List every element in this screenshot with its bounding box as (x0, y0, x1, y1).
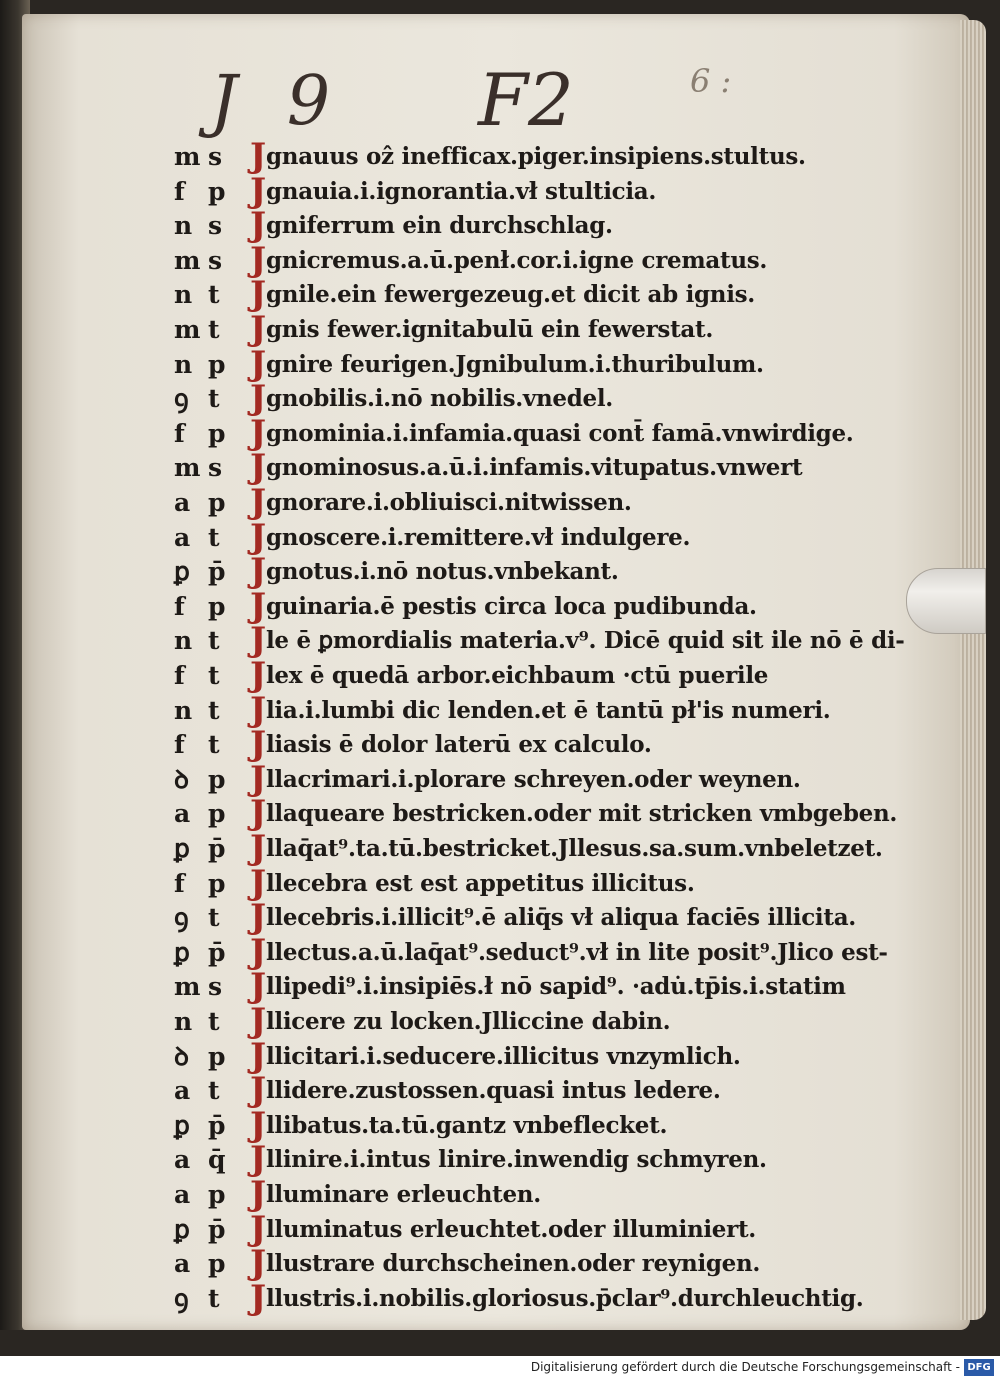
rubricated-initial: J (250, 1174, 267, 1214)
margin-gloss-1: n (174, 626, 193, 656)
entry-text: gnire feurigen.Jgnibulum.i.thuribulum. (266, 350, 764, 378)
rubricated-initial: J (250, 136, 267, 176)
entry-line (0, 1035, 1000, 1076)
margin-gloss-1: f (174, 730, 185, 760)
margin-gloss-1: a (174, 1076, 191, 1106)
rubricated-initial: J (250, 1035, 267, 1076)
entry-line (0, 585, 1000, 626)
entry-line (0, 274, 1000, 315)
entry-line (0, 793, 1000, 834)
rubricated-initial: J (250, 170, 267, 211)
entry-text: lluminatus erleuchtet.oder illuminiert. (266, 1215, 756, 1243)
rubricated-initial: J (250, 1070, 267, 1111)
entry-line (0, 1174, 1000, 1214)
margin-gloss-2: p̄ (208, 1110, 226, 1140)
entry-text: llipedi⁹.i.insipiēs.ł nō sapid⁹. ·adu̇.tp̄is.i.statim (266, 973, 846, 1001)
entry-line (0, 828, 1000, 868)
rubricated-initial: J (250, 1208, 267, 1249)
margin-gloss-2: p (208, 764, 226, 794)
margin-gloss-1: n (174, 695, 193, 725)
rubricated-initial: J (250, 1243, 267, 1284)
rubricated-initial: J (250, 1139, 267, 1180)
entry-line (0, 378, 1000, 419)
margin-gloss-2: p̄ (208, 937, 226, 967)
margin-gloss-2: p (208, 488, 226, 517)
margin-gloss-1: ꝑ (174, 557, 190, 587)
entry-text: gnauia.i.ignorantia.vł stulticia. (266, 177, 657, 205)
folio-number-left: J 9 (210, 62, 345, 141)
entry-line (0, 343, 1000, 384)
margin-gloss-1: ꝑ (174, 1110, 190, 1140)
margin-gloss-2: p (208, 1041, 226, 1071)
entry-text: lluminare erleuchten. (266, 1181, 541, 1208)
margin-gloss-2: t (208, 1283, 220, 1313)
entry-line (0, 1001, 1000, 1041)
margin-gloss-2: p̄ (208, 557, 226, 587)
margin-gloss-1: m (174, 972, 201, 1002)
margin-gloss-1: a (174, 1145, 191, 1175)
margin-gloss-1: f (174, 868, 185, 898)
rubricated-initial: J (250, 897, 267, 938)
margin-gloss-2: p̄ (208, 1214, 226, 1244)
margin-gloss-1: n (174, 211, 193, 241)
margin-gloss-1: ꝑ (174, 834, 190, 863)
margin-gloss-2: p (208, 176, 226, 206)
funding-notice: Digitalisierung gefördert durch die Deutsche Forschungsgemeinschaft - (530, 1360, 960, 1374)
folio-number-mid: F2 (478, 58, 574, 142)
rubricated-initial: J (250, 931, 267, 972)
entry-line (0, 447, 1000, 488)
entry-text: gnominosus.a.ū.i.infamis.vitupatus.vnwert (266, 454, 803, 482)
margin-gloss-2: s (208, 142, 223, 171)
margin-gloss-2: t (208, 626, 220, 656)
entry-text: gniferrum ein durchschlag. (266, 212, 613, 240)
margin-gloss-1: a (174, 799, 191, 829)
margin-gloss-1: ꝑ (174, 1214, 190, 1244)
margin-gloss-2: t (208, 522, 220, 552)
entry-text: lia.i.lumbi dic lenden.et ē tantū pł'is numeri. (266, 696, 831, 724)
rubricated-initial: J (250, 1277, 267, 1318)
entry-line (0, 1208, 1000, 1249)
entry-text: llecebra est est appetitus illicitus. (266, 869, 695, 897)
entry-line (0, 412, 1000, 453)
entry-text: llaq̄at⁹.ta.tū.bestricket.Jllesus.sa.sum.vnbeletzet. (266, 835, 883, 862)
margin-gloss-1: a (174, 522, 191, 552)
margin-gloss-2: p (208, 591, 226, 621)
entry-line (0, 655, 1000, 695)
rubricated-initial: J (250, 655, 267, 695)
entry-text: llecebris.i.illicit⁹.ē aliq̄s vł aliqua faciēs illicita. (266, 904, 857, 932)
rubricated-initial: J (250, 274, 267, 315)
rubricated-initial: J (250, 482, 267, 522)
margin-gloss-1: m (174, 245, 201, 275)
margin-gloss-2: t (208, 280, 220, 310)
entry-text: llicere zu locken.Jlliccine dabin. (266, 1008, 671, 1035)
margin-gloss-2: t (208, 695, 220, 725)
entry-text: llustrare durchscheinen.oder reynigen. (266, 1250, 761, 1278)
entry-line (0, 1139, 1000, 1180)
margin-gloss-1: m (174, 453, 201, 483)
entry-line (0, 551, 1000, 592)
entry-text: gnile.ein fewergezeug.et dicit ab ignis. (266, 281, 756, 309)
margin-gloss-2: t (208, 903, 220, 933)
entry-text: lex ē quedā arbor.eichbaum ·ctū puerile (266, 662, 769, 689)
margin-gloss-1: n (174, 280, 193, 310)
entry-text: gnotus.i.nō notus.vnbekant. (266, 558, 619, 586)
rubricated-initial: J (250, 793, 267, 834)
dfg-logo: DFG (964, 1359, 994, 1376)
rubricated-initial: J (250, 1001, 267, 1041)
margin-gloss-1: n (174, 349, 193, 379)
entry-text: llacrimari.i.plorare schreyen.oder weynen. (266, 765, 801, 793)
margin-gloss-1: m (174, 315, 201, 344)
margin-gloss-1: ꝯ (174, 384, 189, 414)
entry-line (0, 136, 1000, 176)
entry-line (0, 620, 1000, 661)
margin-gloss-1: n (174, 1007, 193, 1036)
margin-gloss-2: t (208, 730, 220, 760)
rubricated-initial: J (250, 862, 267, 903)
margin-gloss-2: t (208, 661, 220, 690)
entry-line (0, 897, 1000, 938)
margin-gloss-1: m (174, 142, 201, 171)
entry-text: llibatus.ta.tū.gantz vnbeflecket. (266, 1111, 668, 1139)
margin-gloss-2: t (208, 384, 220, 414)
entry-line (0, 966, 1000, 1007)
folio-mark-right: 6 : (690, 62, 732, 100)
entry-line (0, 309, 1000, 349)
margin-gloss-2: s (208, 211, 223, 241)
rubricated-initial: J (250, 689, 267, 730)
margin-gloss-2: t (208, 1076, 220, 1106)
rubricated-initial: J (250, 447, 267, 488)
entry-text: gnoscere.i.remittere.vł indulgere. (266, 523, 691, 551)
entry-line (0, 482, 1000, 522)
margin-gloss-2: s (208, 453, 223, 483)
margin-gloss-2: q̄ (208, 1145, 226, 1175)
rubricated-initial: J (250, 239, 267, 280)
entry-text: llinire.i.intus linire.inwendig schmyren. (266, 1146, 767, 1174)
margin-gloss-1: ꝯ (174, 1283, 189, 1313)
rubricated-initial: J (250, 516, 267, 557)
rubricated-initial: J (250, 585, 267, 626)
entry-text: llidere.zustossen.quasi intus ledere. (266, 1077, 721, 1105)
rubricated-initial: J (250, 1104, 267, 1145)
margin-gloss-2: p (208, 349, 226, 379)
margin-gloss-2: p (208, 868, 226, 898)
entry-text: gnobilis.i.nō nobilis.vnedel. (266, 385, 614, 413)
entry-line (0, 170, 1000, 211)
rubricated-initial: J (250, 205, 267, 246)
margin-gloss-1: ꝑ (174, 937, 190, 967)
entry-text: llustris.i.nobilis.gloriosus.p̄clar⁹.durchleuchtig. (266, 1284, 864, 1312)
entry-line (0, 931, 1000, 972)
margin-gloss-1: a (174, 488, 191, 517)
rubricated-initial: J (250, 966, 267, 1007)
entry-text: gnauus oẑ inefficax.piger.insipiens.stultus. (266, 143, 806, 170)
margin-gloss-2: p (208, 1249, 226, 1279)
margin-gloss-2: p̄ (208, 834, 226, 863)
entry-line (0, 689, 1000, 730)
rubricated-initial: J (250, 309, 267, 349)
margin-gloss-2: t (208, 1007, 220, 1036)
margin-gloss-1: f (174, 591, 185, 621)
rubricated-initial: J (250, 758, 267, 799)
entry-text: gnorare.i.obliuisci.nitwissen. (266, 489, 632, 516)
entry-line (0, 1277, 1000, 1318)
entry-text: liasis ē dolor laterū ex calculo. (266, 731, 652, 759)
entry-text: guinaria.ē pestis circa loca pudibunda. (266, 592, 757, 620)
margin-gloss-1: a (174, 1249, 191, 1279)
entry-text: gnicremus.a.ū.penł.cor.i.igne crematus. (266, 246, 768, 274)
margin-gloss-1: f (174, 176, 185, 206)
margin-gloss-1: f (174, 418, 185, 448)
margin-gloss-1: f (174, 661, 185, 690)
entry-line (0, 516, 1000, 557)
entry-line (0, 205, 1000, 246)
margin-gloss-2: s (208, 972, 223, 1002)
entry-text: gnominia.i.infamia.quasi cont̄ famā.vnwirdige. (266, 419, 854, 447)
rubricated-initial: J (250, 378, 267, 419)
margin-gloss-2: p (208, 799, 226, 829)
footer-bar (0, 1356, 1000, 1381)
margin-gloss-1: ꝺ (174, 1041, 189, 1071)
entry-line (0, 239, 1000, 280)
margin-gloss-2: s (208, 245, 223, 275)
margin-gloss-1: ꝺ (174, 764, 189, 794)
entry-text: llectus.a.ū.laq̄at⁹.seduct⁹.vł in lite posit⁹.Jlico est- (266, 938, 888, 966)
entry-text: llaqueare bestricken.oder mit stricken vmbgeben. (266, 800, 898, 828)
margin-gloss-1: a (174, 1180, 191, 1209)
margin-gloss-2: p (208, 1180, 226, 1209)
rubricated-initial: J (250, 828, 267, 868)
entry-line (0, 724, 1000, 765)
rubricated-initial: J (250, 412, 267, 453)
entry-text: gnis fewer.ignitabulū ein fewerstat. (266, 316, 714, 343)
rubricated-initial: J (250, 724, 267, 765)
entry-line (0, 1070, 1000, 1111)
margin-gloss-2: t (208, 315, 220, 344)
rubricated-initial: J (250, 551, 267, 592)
rubricated-initial: J (250, 620, 267, 661)
rubricated-initial: J (250, 343, 267, 384)
entry-line (0, 1104, 1000, 1145)
margin-gloss-1: ꝯ (174, 903, 189, 933)
entry-line (0, 862, 1000, 903)
entry-text: llicitari.i.seducere.illicitus vnzymlich. (266, 1042, 741, 1070)
page-clip (906, 568, 986, 634)
entry-line (0, 758, 1000, 799)
entry-line (0, 1243, 1000, 1284)
entry-text: le ē ꝑmordialis materia.v⁹. Dicē quid sit ile nō ē di- (266, 627, 905, 655)
margin-gloss-2: p (208, 418, 226, 448)
